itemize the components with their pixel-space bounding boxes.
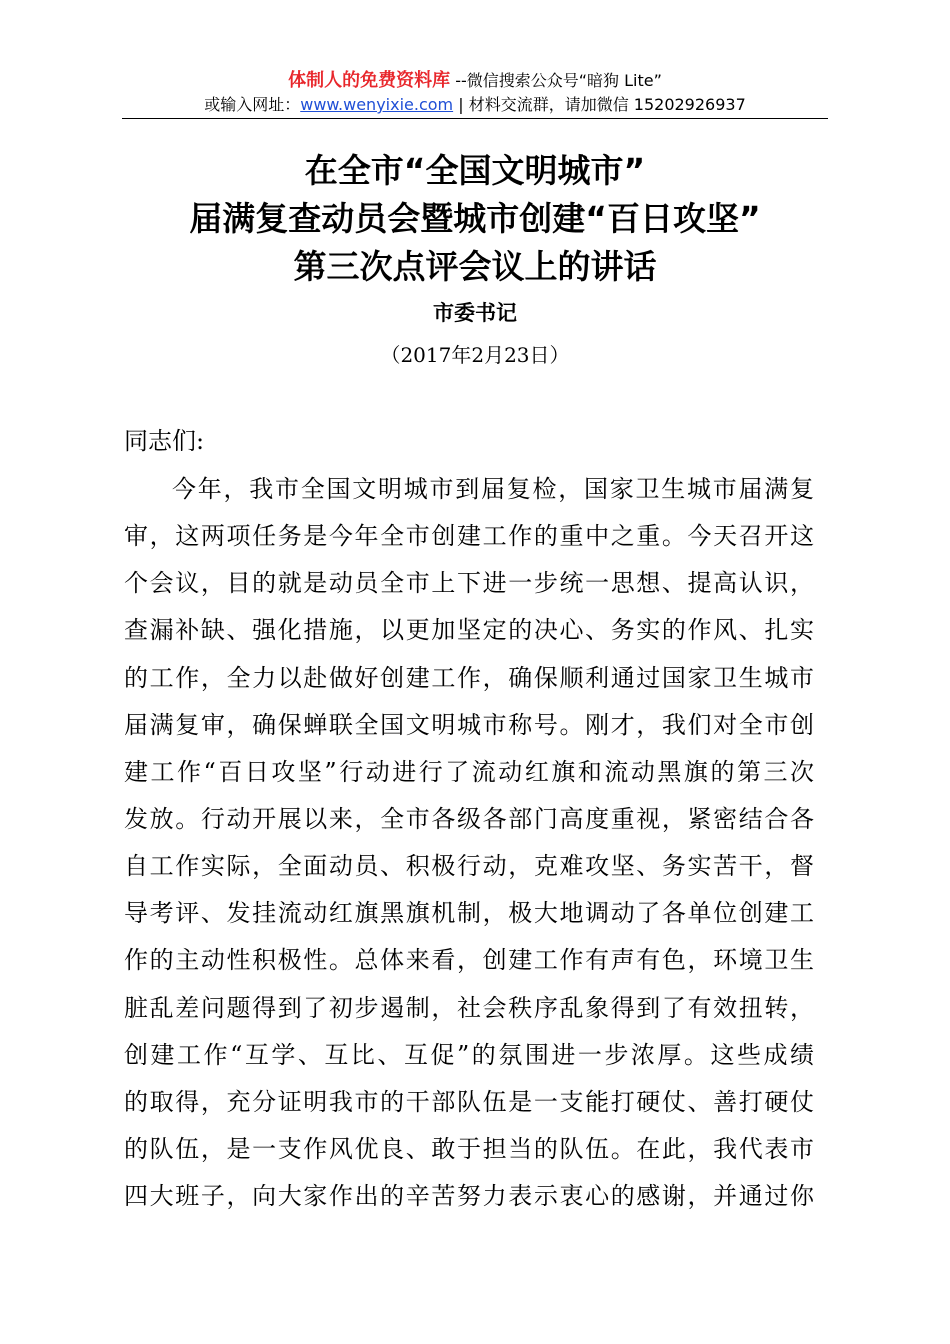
body-line: 届满复审，确保蝉联全国文明城市称号。刚才，我们对全市创	[124, 710, 814, 739]
header-brand: 体制人的免费资料库	[288, 70, 451, 91]
body-line: 脏乱差问题得到了初步遏制，社会秩序乱象得到了有效扭转，	[124, 993, 814, 1022]
body-line: 创建工作“互学、互比、互促”的氛围进一步浓厚。这些成绩	[124, 1040, 814, 1069]
body-line: 发放。行动开展以来，全市各级各部门高度重视，紧密结合各	[124, 804, 814, 833]
header-url-prefix: 或输入网址：	[204, 95, 301, 114]
speech-body	[124, 466, 814, 1220]
body-line: 的工作，全力以赴做好创建工作，确保顺利通过国家卫生城市	[124, 663, 814, 692]
body-line: 导考评、发挂流动红旗黑旗机制，极大地调动了各单位创建工	[124, 899, 814, 928]
document-author: 市委书记	[433, 301, 517, 325]
header-contact: | 材料交流群，请加微信 15202926937	[453, 95, 746, 114]
body-line: 的队伍，是一支作风优良、敢于担当的队伍。在此，我代表市	[124, 1134, 814, 1163]
body-line: 自工作实际，全面动员、积极行动，克难攻坚、务实苦干，督	[124, 852, 814, 881]
body-line: 建工作“百日攻坚”行动进行了流动红旗和流动黑旗的第三次	[124, 757, 814, 786]
document-title-line-1: 在全市“全国文明城市”	[304, 151, 646, 190]
body-line: 审，这两项任务是今年全市创建工作的重中之重。今天召开这	[124, 522, 814, 551]
body-line: 查漏补缺、强化措施，以更加坚定的决心、务实的作风、扎实	[124, 616, 814, 645]
header-url-link[interactable]: www.wenyixie.com	[300, 95, 454, 114]
body-line: 四大班子，向大家作出的辛苦努力表示衷心的感谢，并通过你	[124, 1182, 814, 1211]
header-contact-line	[0, 94, 950, 116]
header-wechat-note: --微信搜索公众号“暗狗 Lite”	[450, 71, 662, 90]
document-date: （2017年2月23日）	[380, 343, 570, 367]
body-line: 的取得，充分证明我市的干部队伍是一支能打硬仗、善打硬仗	[124, 1087, 814, 1116]
header-divider	[122, 118, 828, 119]
speech-greeting: 同志们:	[124, 427, 205, 455]
body-line: 作的主动性积极性。总体来看，创建工作有声有色，环境卫生	[124, 946, 814, 975]
document-title-line-3: 第三次点评会议上的讲话	[293, 247, 657, 286]
body-line: 今年，我市全国文明城市到届复检，国家卫生城市届满复	[172, 475, 814, 503]
document-title-line-2: 届满复查动员会暨城市创建“百日攻坚”	[189, 199, 761, 238]
header-source-line	[0, 70, 950, 92]
body-line: 个会议，目的就是动员全市上下进一步统一思想、提高认识，	[124, 569, 814, 598]
